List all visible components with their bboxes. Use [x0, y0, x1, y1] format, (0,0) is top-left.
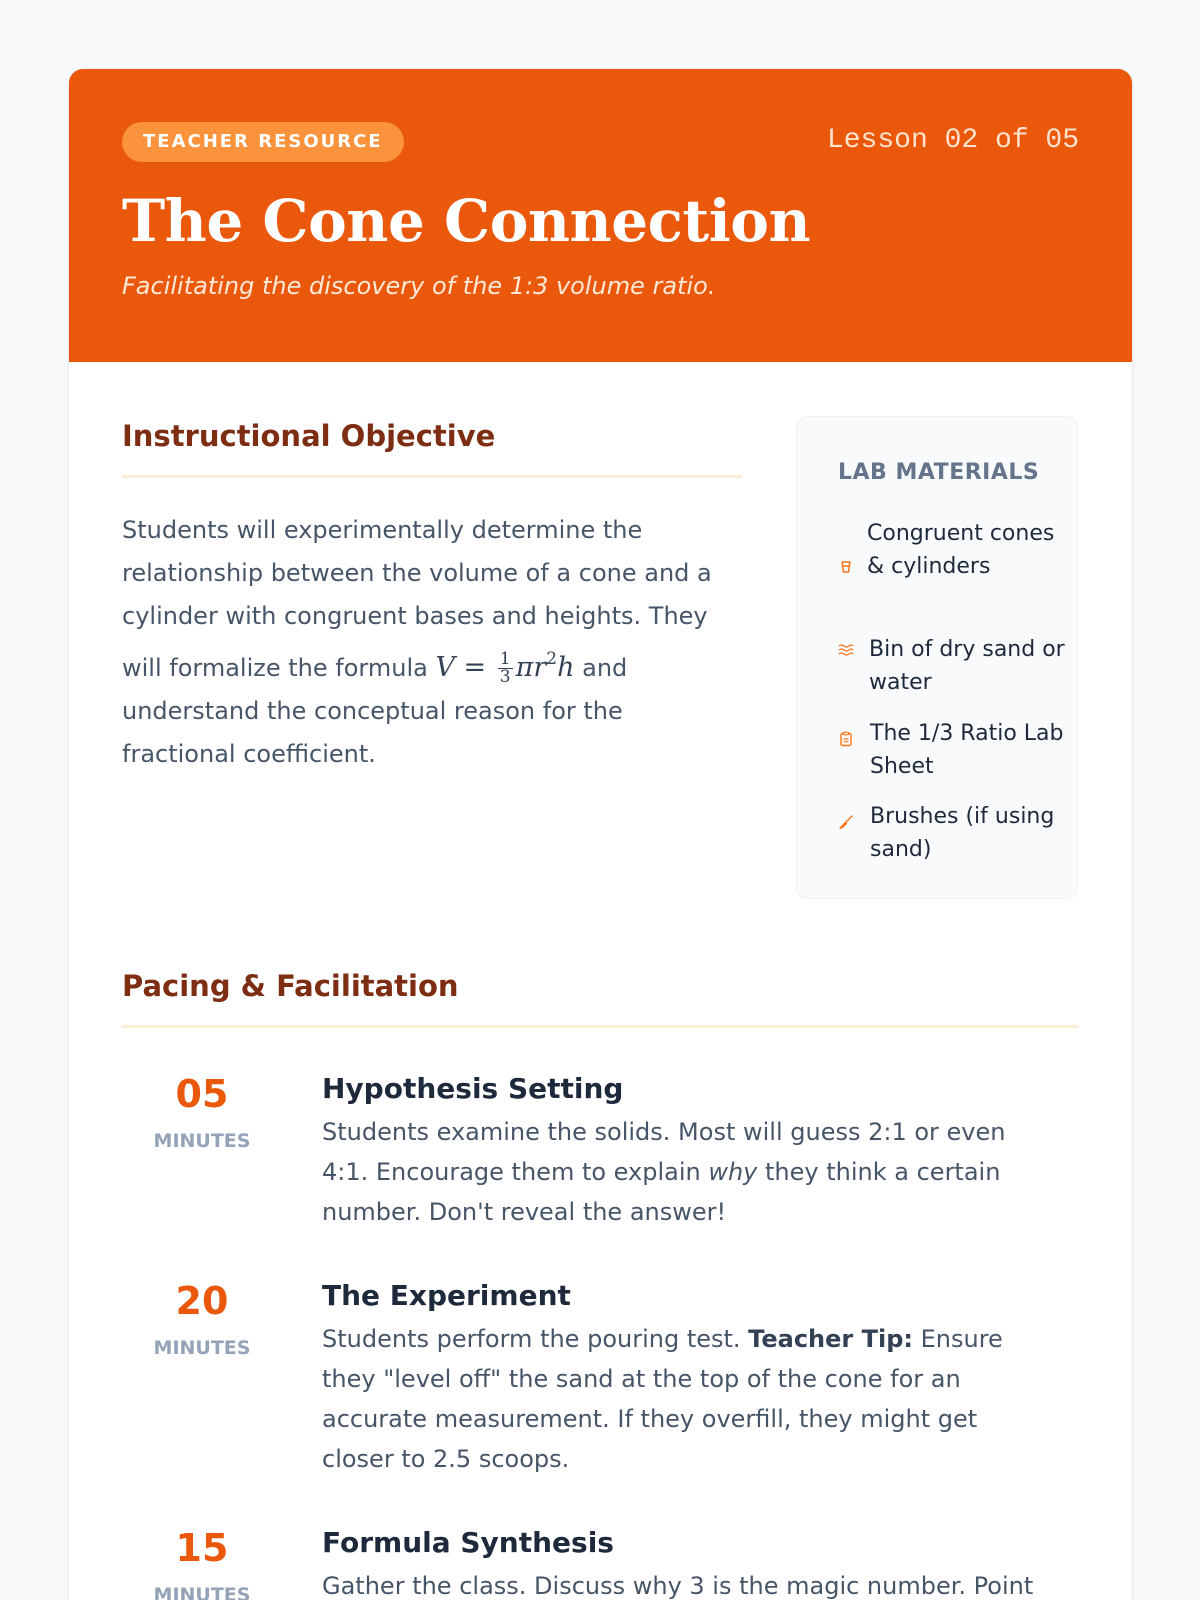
step-title: The Experiment: [322, 1279, 571, 1312]
formula-denominator: 3: [499, 667, 511, 687]
material-label: Bin of dry sand or water: [869, 637, 1065, 695]
objective-heading: Instructional Objective: [122, 419, 496, 453]
teacher-resource-badge: TEACHER RESOURCE: [122, 122, 404, 162]
step-minutes: 15: [175, 1526, 229, 1570]
volume-formula: [435, 649, 575, 687]
step-text: Gather the class. Discuss why 3 is the magic number. Point: [322, 1572, 1034, 1600]
step-text: they think a certain number. Don't reveal the answer!: [322, 1158, 1001, 1226]
step-description: [322, 1319, 1052, 1479]
clipboard-icon: [838, 731, 854, 747]
material-label: Congruent cones & cylinders: [867, 521, 1055, 579]
lesson-card: [69, 69, 1132, 1600]
pacing-heading: Pacing & Facilitation: [122, 969, 459, 1003]
formula-pi-r: πr: [515, 652, 547, 683]
formula-fraction: [498, 651, 513, 686]
step-minutes-label: MINUTES: [153, 1584, 251, 1600]
formula-equals: =: [463, 652, 487, 683]
material-label: The 1/3 Ratio Lab Sheet: [870, 721, 1064, 779]
page-subtitle: Facilitating the discovery of the 1:3 volume ratio.: [122, 272, 716, 300]
step-text: Students perform the pouring test.: [322, 1325, 749, 1353]
pacing-divider: [122, 1025, 1078, 1028]
step-description: [322, 1566, 1052, 1600]
waves-icon: [838, 642, 854, 658]
step-text: Ensure they "level off" the sand at the top of the cone for an accurate measurement. If they overfill, they might get closer to 2.5 scoops.: [322, 1325, 1003, 1473]
lab-materials-heading: LAB MATERIALS: [838, 460, 1040, 485]
objective-divider: [122, 475, 742, 478]
objective-text: [122, 509, 742, 776]
objective-text-after: and understand the conceptual reason for the fractional coefficient.: [122, 654, 628, 768]
lab-materials-panel: [796, 416, 1078, 899]
page-title: The Cone Connection: [122, 187, 811, 255]
step-minutes-label: MINUTES: [153, 1337, 251, 1359]
formula-numerator: 1: [499, 649, 511, 669]
step-text: Students examine the solids. Most will guess 2:1 or even 4:1. Encourage them to explain: [322, 1118, 1006, 1186]
lesson-number: Lesson 02 of 05: [826, 125, 1079, 156]
step-title: Hypothesis Setting: [322, 1072, 624, 1105]
material-label: Brushes (if using sand): [870, 804, 1055, 862]
teacher-tip-label: Teacher Tip:: [748, 1325, 913, 1353]
step-minutes: 20: [175, 1279, 229, 1323]
step-description: [322, 1112, 1052, 1232]
formula-lhs: V: [435, 652, 455, 683]
step-minutes-label: MINUTES: [153, 1130, 251, 1152]
step-title: Formula Synthesis: [322, 1526, 614, 1559]
cup-icon: [838, 559, 854, 575]
formula-h: h: [557, 652, 575, 683]
step-emphasis: why: [708, 1158, 758, 1186]
lesson-header: [69, 69, 1132, 362]
step-minutes: 05: [175, 1072, 229, 1116]
objective-text-before: Students will experimentally determine the relationship between the volume of a cone and a cylinder with congruent bases and heights. They will formalize the formula: [122, 516, 712, 682]
brush-icon: [838, 814, 854, 830]
formula-exponent: 2: [546, 649, 558, 669]
